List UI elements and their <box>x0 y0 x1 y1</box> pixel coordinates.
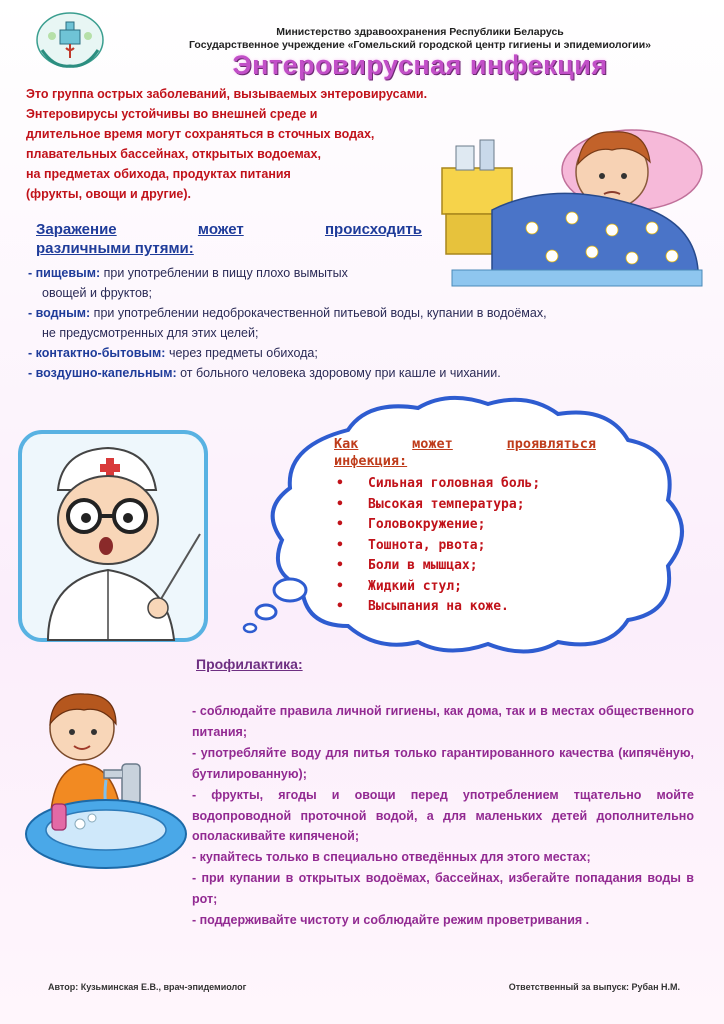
intro-line: Энтеровирусы устойчивы во внешней среде и <box>26 107 318 121</box>
page-title: Энтеровирусная инфекция <box>232 50 608 80</box>
way-text: через предметы обихода; <box>165 346 318 360</box>
ways-heading-word: происходить <box>324 221 422 238</box>
prevention-item: - фрукты, ягоды и овощи перед употреблением тщательно мойте водопроводной проточной водой, а для маленьких детей дополнительно ополаскивайте кипяченой; <box>192 787 694 844</box>
footer-author: Автор: Кузьминская Е.В., врач-эпидемиолог <box>48 982 247 992</box>
child-washing-hands-illustration <box>22 684 190 884</box>
prevention-item: - соблюдайте правила личной гигиены, как дома, так и в местах общественного питания; <box>192 704 694 739</box>
ways-heading-line <box>36 220 422 239</box>
symptom-item: • Сильная головная боль; <box>334 474 596 495</box>
ministry-name: Министерство здравоохранения Республики Беларусь <box>276 26 564 38</box>
intro-line: длительное время могут сохраняться в сточных водах, <box>26 127 375 141</box>
institution-name: Государственное учреждение «Гомельский городской центр гигиены и эпидемиологии» <box>189 39 651 51</box>
symptoms-heading-word: может <box>412 436 453 452</box>
symptoms-heading-word: проявляться <box>506 436 596 452</box>
way-text: при употреблении недоброкачественной питьевой воды, купании в водоёмах, <box>90 306 547 320</box>
ways-heading-word: Заражение <box>36 221 117 238</box>
ways-heading-line: различными путями: <box>36 240 194 257</box>
symptom-item: • Высокая температура; <box>334 495 596 516</box>
way-text: от больного человека здоровому при кашле и чихании. <box>176 366 501 380</box>
prevention-title: Профилактика: <box>196 656 303 672</box>
symptom-item: • Высыпания на коже. <box>334 597 596 618</box>
way-text: при употреблении в пищу плохо вымытых <box>100 266 348 280</box>
way-item-water <box>28 303 698 343</box>
symptoms-list <box>334 474 596 618</box>
prevention-item: - употребляйте воду для питья только гарантированного качества (кипячёную, бутилированную); <box>192 745 694 781</box>
prevention-list <box>192 701 694 931</box>
symptoms-heading-line: инфекция: <box>334 453 408 469</box>
intro-line: на предметах обихода, продуктах питания <box>26 167 291 181</box>
way-label: - пищевым: <box>28 266 101 280</box>
symptoms-heading-word: Как <box>334 436 359 452</box>
prevention-item: - при купании в открытых водоёмах, бассейнах, избегайте попадания воды в рот; <box>192 871 694 907</box>
prevention-item: - поддерживайте чистоту и соблюдайте режим проветривания . <box>192 913 590 928</box>
way-item-contact <box>28 343 698 363</box>
logo-emblem <box>34 10 106 72</box>
symptoms-block <box>334 436 596 618</box>
intro-line: Это группа острых заболеваний, вызываемых энтеровирусами. <box>26 87 428 101</box>
footer-responsible: Ответственный за выпуск: Рубан Н.М. <box>508 982 680 992</box>
way-label: - водным: <box>28 306 91 320</box>
symptom-item: • Тошнота, рвота; <box>334 536 596 557</box>
way-text-cont: овощей и фруктов; <box>42 286 153 300</box>
symptom-item: • Головокружение; <box>334 515 596 536</box>
prevention-item: - купайтесь только в специально отведённых для этого местах; <box>192 850 591 865</box>
way-item-airborne <box>28 363 698 383</box>
intro-line: плавательных бассейнах, открытых водоемах, <box>26 147 321 161</box>
symptoms-heading <box>334 436 596 470</box>
symptoms-heading-line <box>334 436 596 453</box>
header-ministry <box>140 26 700 52</box>
ways-heading <box>36 220 422 258</box>
symptom-item: • Жидкий стул; <box>334 577 596 598</box>
ways-list <box>28 263 698 383</box>
way-label: - контактно-бытовым: <box>28 346 166 360</box>
intro-line: (фрукты, овощи и другие). <box>26 187 192 201</box>
way-item-food <box>28 263 698 303</box>
intro-text <box>26 84 446 204</box>
ways-heading-word: может <box>197 221 244 238</box>
doctor-illustration <box>18 430 208 642</box>
way-label: - воздушно-капельным: <box>28 366 177 380</box>
way-text-cont: не предусмотренных для этих целей; <box>42 326 259 340</box>
symptom-item: • Боли в мышцах; <box>334 556 596 577</box>
